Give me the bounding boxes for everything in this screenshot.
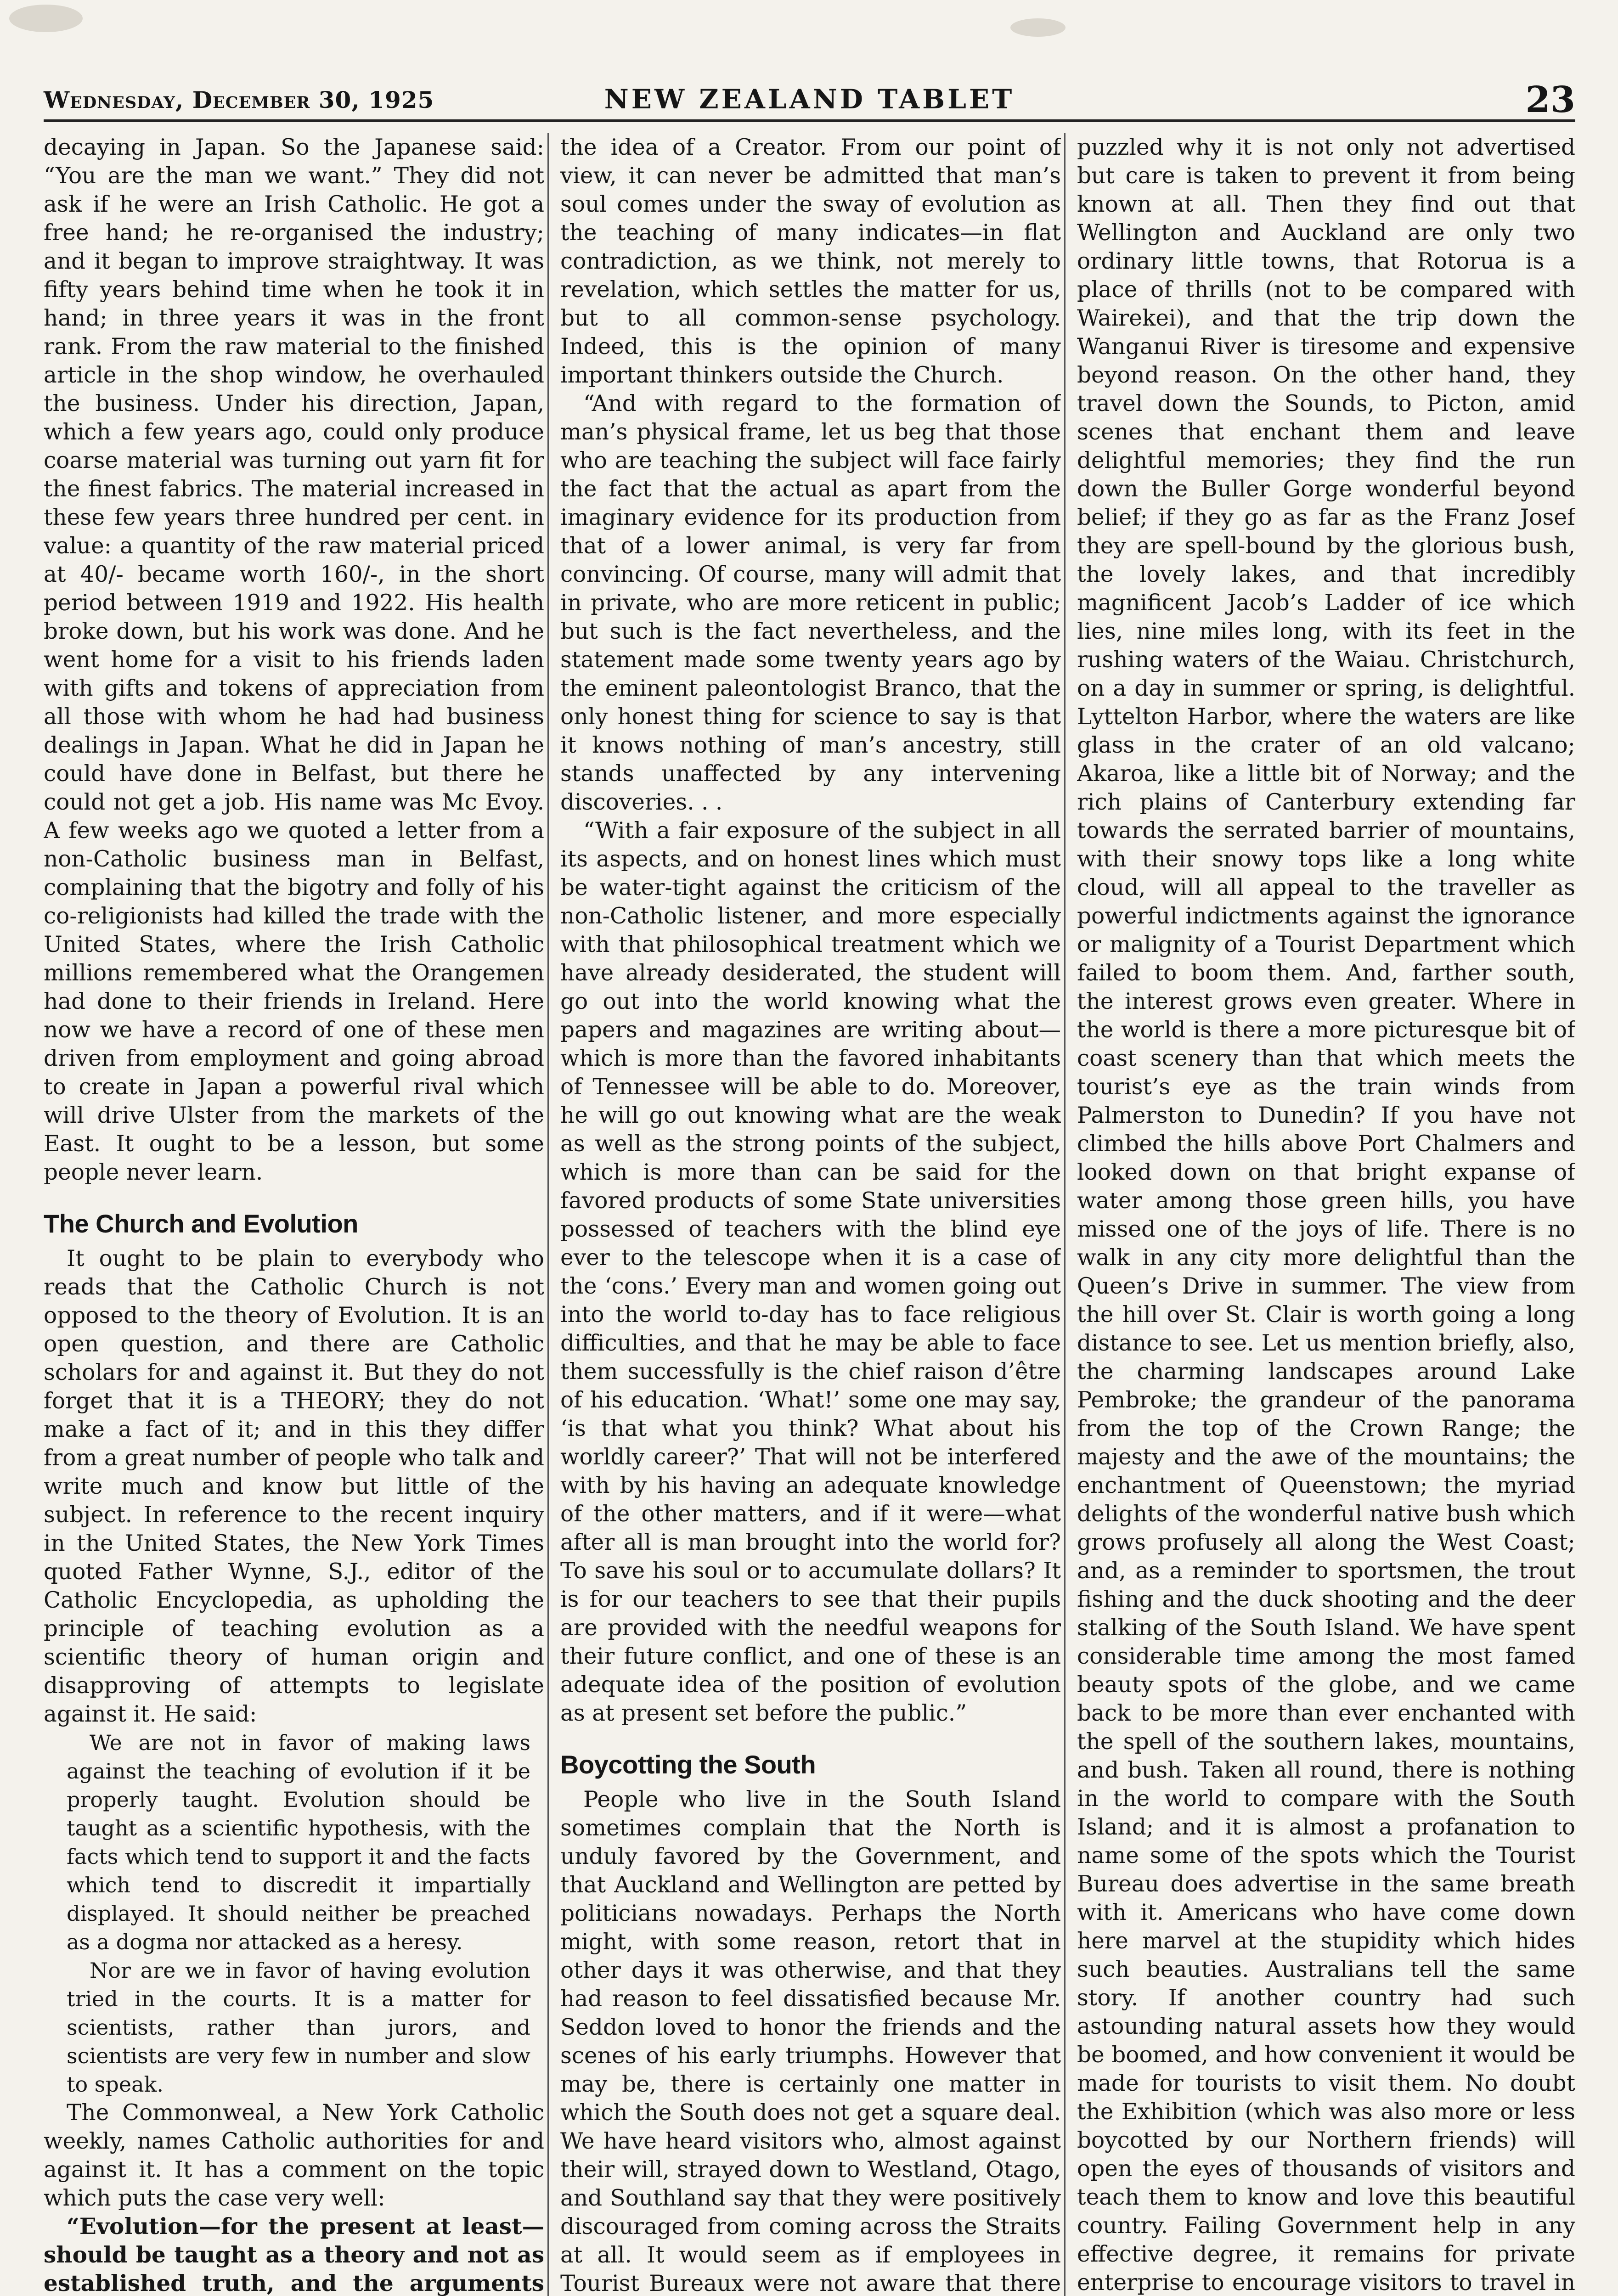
paper-stain: [1010, 18, 1066, 37]
column-3: [1077, 133, 1575, 2296]
paper-stain: [9, 5, 83, 32]
article-paragraph: “Evolution—for the present at least—should be taught as a theory and not as established truth, and the arguments: [44, 2213, 544, 2296]
column-rule: [1064, 133, 1066, 2296]
article-paragraph: The Commonweal, a New York Catholic weekly, names Catholic authorities for and against it. It has a comment on the topic which puts the case very well:: [44, 2100, 544, 2211]
section-heading: Boycotting the South: [560, 1750, 816, 1779]
article-paragraph: puzzled why it is not only not advertised but care is taken to prevent it from being known at all. Then they find out that Wellington and Auckland are only two ordinary little towns, that Rotorua is a place of thrills (not to be compared with Wairekei), and that the trip down the Wanganui River is tiresome and expensive beyond reason. On the other hand, they travel down the Sounds, to Picton, amid scenes that enchant them and leave delightful memories; they find the run down the Buller Gorge wonderful beyond belief; if they go as far as the Franz Josef they are spell-bound by the glorious bush, the lovely lakes, and that incredibly magnificent Jacob’s Ladder of ice which lies, nine miles long, with its feet in the rushing waters of the Waiau. Christchurch, on a day in summer or spring, is delightful. Lyttelton Harbor, where the waters are like glass in the crater of an old valcano; Akaroa, like a little bit of Norway; and the rich plains of Canterbury extending far towards the serrated barrier of mountains, with their snowy tops like a long white cloud, will all appeal to the traveller as powerful indictments against the ignorance or malignity of a Tourist Department which failed to boom them. And, farther south, the interest grows even greater. Where in the world is there a more picturesque bit of coast scenery than that which meets the tourist’s eye as the train winds from Palmerston to Dunedin? If you have not climbed the hills above Port Chalmers and looked down on that bright expanse of water among those green hills, you have missed one of the joys of life. There is no walk in any city more delightful than the Queen’s Drive in summer. The view from the hill over St. Clair is worth going a long distance to see. Let us mention briefly, also, the charming landscapes around Lake Pembroke; the grandeur of the panorama from the top of the Crown Range; the majesty and the awe of the mountains; the enchantment of Queenstown; the myriad delights of the wonderful native bush which grows profusely all along the West Coast; and, as a reminder to sportsmen, the trout fishing and the duck shooting and the deer stalking of the South Island. We have spent considerable time among the most famed beauty spots of the globe, and we came back to be more than ever enchanted with the spell of the southern lakes, mountains, and bush. Taken all round, there is nothing in the world to compare with the South Island; and it is almost a profanation to name some of the spots which the Tourist Bureau does advertise in the same breath with it. Americans who have come down here marvel at the stupidity which hides such beauties. Australians tell the same story. If another country had such astounding natural assets how they would be boomed, and how convenient it would be made for tourists to visit them. No doubt the Exhibition (which was also more or less boycotted by our Northern friends) will open the eyes of thousands of visitors and teach them to know and love this beautiful country. Failing Government help in any effective degree, it remains for private enterprise to encourage visitors to travel in: [1077, 135, 1575, 2296]
page-number: 23: [1525, 79, 1575, 121]
column-1: [44, 133, 544, 2296]
article-paragraph: the idea of a Creator. From our point of view, it can never be admitted that man’s soul comes under the sway of evolution as the teaching of many indicates—in flat contradiction, as we think, not merely to revelation, which settles the matter for us, but to all common-sense psychology. Indeed, this is the opinion of many important thinkers outside the Church.: [560, 135, 1061, 388]
article-paragraph: “With a fair exposure of the subject in all its aspects, and on honest lines which must be water-tight against the criticism of the non-Catholic listener, and more especially with that philosophical treatment which we have already desiderated, the student will go out into the world knowing what the papers and magazines are writing about—which is more than the favored inhabitants of Tennessee will be able to do. Moreover, he will go out knowing what are the weak as well as the strong points of the subject, which is more than can be said for the favored products of some State universities possessed of teachers with the blind eye ever to the telescope when it is a case of the ‘cons.’ Every man and women going out into the world to-day has to face religious difficulties, and that he may be able to face them successfully is the chief raison d’être of his education. ‘What!’ some one may say, ‘is that what you think? What about his worldly career?’ That will not be interfered with by his having an adequate knowledge of the other matters, and if it were—what after all is man brought into the world for? To save his soul or to accumulate dollars? It is for our teachers to see that their pupils are provided with the needful weapons for their future conflict, and one of these is an adequate idea of the position of evolution as at present set before the public.”: [560, 818, 1061, 1726]
masthead: [44, 78, 1575, 122]
column-2: [560, 133, 1061, 2296]
section-heading: The Church and Evolution: [44, 1209, 358, 1238]
issue-date: Wednesday, December 30, 1925: [44, 86, 434, 113]
newspaper-title: NEW ZEALAND TABLET: [604, 84, 1015, 115]
article-paragraph: Nor are we in favor of having evolution tried in the courts. It is a matter for scientists, rather than jurors, and scientists are very few in number and slow to speak.: [67, 1958, 530, 2097]
article-paragraph: decaying in Japan. So the Japanese said: “You are the man we want.” They did not ask if he were an Irish Catholic. He got a free hand; he re-organised the industry; and it began to improve straightway. It was fifty years behind time when he took it in hand; in three years it was in the front rank. From the raw material to the finished article in the shop window, he overhauled the business. Under his direction, Japan, which a few years ago, could only produce coarse material was turning out yarn fit for the finest fabrics. The material increased in these few years three hundred per cent. in value: a quantity of the raw material priced at 40/- became worth 160/-, in the short period between 1919 and 1922. His health broke down, but his work was done. And he went home for a visit to his friends laden with gifts and tokens of appreciation from all those with whom he had had business dealings in Japan. What he did in Japan he could have done in Belfast, but there he could not get a job. His name was Mc Evoy. A few weeks ago we quoted a letter from a non-Catholic business man in Belfast, complaining that the bigotry and folly of his co-religionists had killed the trade with the United States, where the Irish Catholic millions remembered what the Orangemen had done to their friends in Ireland. Here now we have a record of one of these men driven from employment and going abroad to create in Japan a powerful rival which will drive Ulster from the markets of the East. It ought to be a lesson, but some people never learn.: [44, 135, 544, 1185]
article-paragraph: “And with regard to the formation of man’s physical frame, let us beg that those who are teaching the subject will face fairly the fact that the actual as apart from the imaginary evidence for its production from that of a lower animal, is very far from convincing. Of course, many will admit that in private, who are more reticent in public; but such is the fact nevertheless, and the statement made some twenty years ago by the eminent paleontologist Branco, that the only honest thing for science to say is that it knows nothing of man’s ancestry, still stands unaffected by any intervening discoveries. . .: [560, 391, 1061, 815]
article-paragraph: We are not in favor of making laws against the teaching of evolution if it be properly taught. Evolution should be taught as a scientific hypothesis, with the facts which tend to support it and the facts which tend to discredit it impartially displayed. It should neither be preached as a dogma nor attacked as a heresy.: [67, 1730, 530, 1954]
article-paragraph: People who live in the South Island sometimes complain that the North is unduly favored by the Government, and that Auckland and Wellington are petted by politicians nowadays. Perhaps the North might, with some reason, retort that in other days it was otherwise, and that they had reason to feel dissatisfied because Mr. Seddon loved to honor the friends and the scenes of his early triumphs. However that may be, there is certainly one matter in which the South does not get a square deal. We have heard visitors who, almost against their will, strayed down to Westland, Otago, and Southland say that they were positively discouraged from coming across the Straits at all. It would seem as if employees in Tourist Bureaux were not aware that there: [560, 1787, 1061, 2296]
article-paragraph: It ought to be plain to everybody who reads that the Catholic Church is not opposed to the theory of Evolution. It is an open question, and there are Catholic scholars for and against it. But they do not forget that it is a THEORY; they do not make a fact of it; and in this they differ from a great number of people who talk and write much and know but little of the subject. In reference to the recent inquiry in the United States, the New York Times quoted Father Wynne, S.J., editor of the Catholic Encyclopedia, as upholding the principle of teaching evolution as a scientific theory of human origin and disapproving of attempts to legislate against it. He said:: [44, 1246, 544, 1727]
column-rule: [547, 133, 549, 2296]
